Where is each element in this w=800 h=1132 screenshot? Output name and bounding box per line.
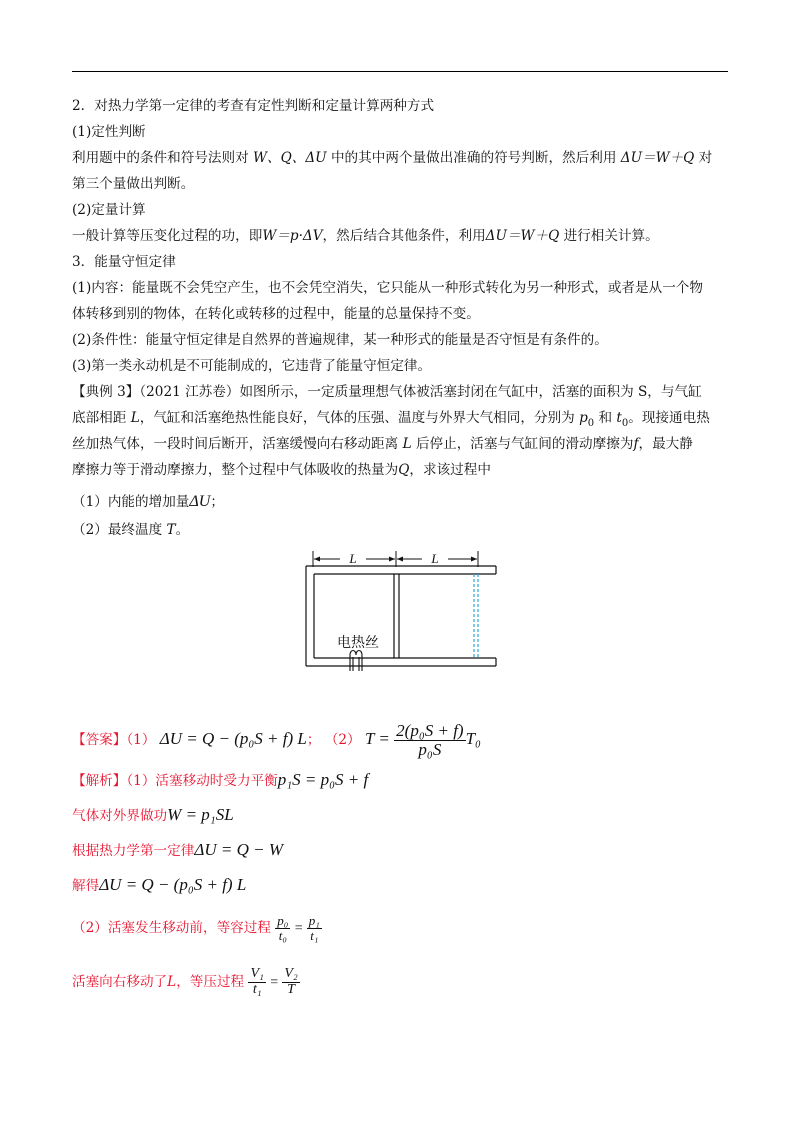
- piston-final-position: [474, 574, 478, 658]
- label-L1: L: [349, 551, 357, 566]
- sec3-heading: 3．能量守恒定律: [72, 254, 176, 270]
- analysis-step6: 活塞向右移动了L，等压过程 $\frac{\text{V₁}}{\text{t₁}}$ = $\frac{\text{V₂}}{T}$: [72, 966, 298, 997]
- sec2-p1-text: 利用题中的条件和符号法则对 W、Q、ΔU 中的其中两个量做出准确的符号判断，然后利用 ΔU＝W＋Q 对: [72, 150, 713, 166]
- header-rule: [72, 71, 728, 72]
- example-line4: 摩擦力等于滑动摩擦力，整个过程中气体吸收的热量为Q，求该过程中: [72, 462, 491, 478]
- sec3-c2: (2)条件性：能量守恒定律是自然界的普遍规律，某一种形式的能量是否守恒是有条件的。: [72, 332, 608, 348]
- arrow-head: [314, 557, 320, 562]
- analysis-step1: 【解析】（1）活塞移动时受力平衡p₁S = p₀S + f: [72, 770, 369, 789]
- arrow-head: [389, 557, 395, 562]
- sec2-p1-title: (1)定性判断: [72, 124, 146, 140]
- sec3-c1a: (1)内容：能量既不会凭空产生，也不会凭空消失，它只能从一种形式转化为另一种形式，或者是从一个物: [72, 280, 703, 296]
- question-1: （1）内能的增加量ΔU；: [72, 493, 224, 510]
- sec2-heading: 2．对热力学第一定律的考查有定性判断和定量计算两种方式: [72, 98, 435, 114]
- cylinder-diagram: [300, 545, 500, 673]
- analysis-step3: 根据热力学第一定律ΔU = Q − W: [72, 840, 283, 859]
- sec3-c3: (3)第一类永动机是不可能制成的，它违背了能量守恒定律。: [72, 358, 432, 374]
- answer-line: 【答案】（1） ΔU = Q − (p₀S + f) L； （2） T = $\frac{\text{2(p₀S + f)}}{\text{p₀S}}$ T₀: [72, 721, 481, 759]
- analysis-step4: 解得ΔU = Q − (p₀S + f) L: [72, 875, 247, 894]
- piston: [394, 574, 399, 658]
- heater-label: 电热丝: [337, 635, 379, 651]
- sec2-p2-text: 一般计算等压变化过程的功，即W＝p·ΔV，然后结合其他条件，利用ΔU＝W＋Q 进行相关计算。: [72, 228, 659, 244]
- example-line3: 丝加热气体，一段时间后断开，活塞缓慢向右移动距离 L 后停止，活塞与气缸间的滑动摩擦为f，最大静: [72, 436, 693, 452]
- example-line1: 【典例 3】（2021 江苏卷）如图所示，一定质量理想气体被活塞封闭在气缸中，活塞的面积为 S，与气缸: [72, 384, 702, 400]
- heater-coil-icon: [350, 651, 362, 672]
- sec3-c1b: 体转移到别的物体，在转化或转移的过程中，能量的总量保持不变。: [72, 306, 480, 322]
- label-L2: L: [431, 551, 439, 566]
- arrow-head: [397, 557, 403, 562]
- example-line2: 底部相距 L，气缸和活塞绝热性能良好，气体的压强、温度与外界大气相同，分别为 $p_0$ 和 $t_0$。现接通电热: [72, 410, 710, 429]
- analysis-step2: 气体对外界做功W = p₁SL: [72, 805, 234, 824]
- sec2-p1-text-cont: 第三个量做出判断。: [72, 176, 195, 192]
- analysis-step5: （2）活塞发生移动前，等容过程 $\frac{\text{p₀}}{\text{t₀}}$ = $\frac{\text{p₁}}{\text{t₁}}$: [72, 913, 320, 943]
- arrow-head: [471, 557, 477, 562]
- sec2-p2-title: (2)定量计算: [72, 202, 146, 218]
- answer-fraction: $\frac{\text{2(p₀S + f)}}{\text{p₀S}}$: [396, 721, 464, 759]
- question-2: （2）最终温度 T。: [72, 522, 190, 538]
